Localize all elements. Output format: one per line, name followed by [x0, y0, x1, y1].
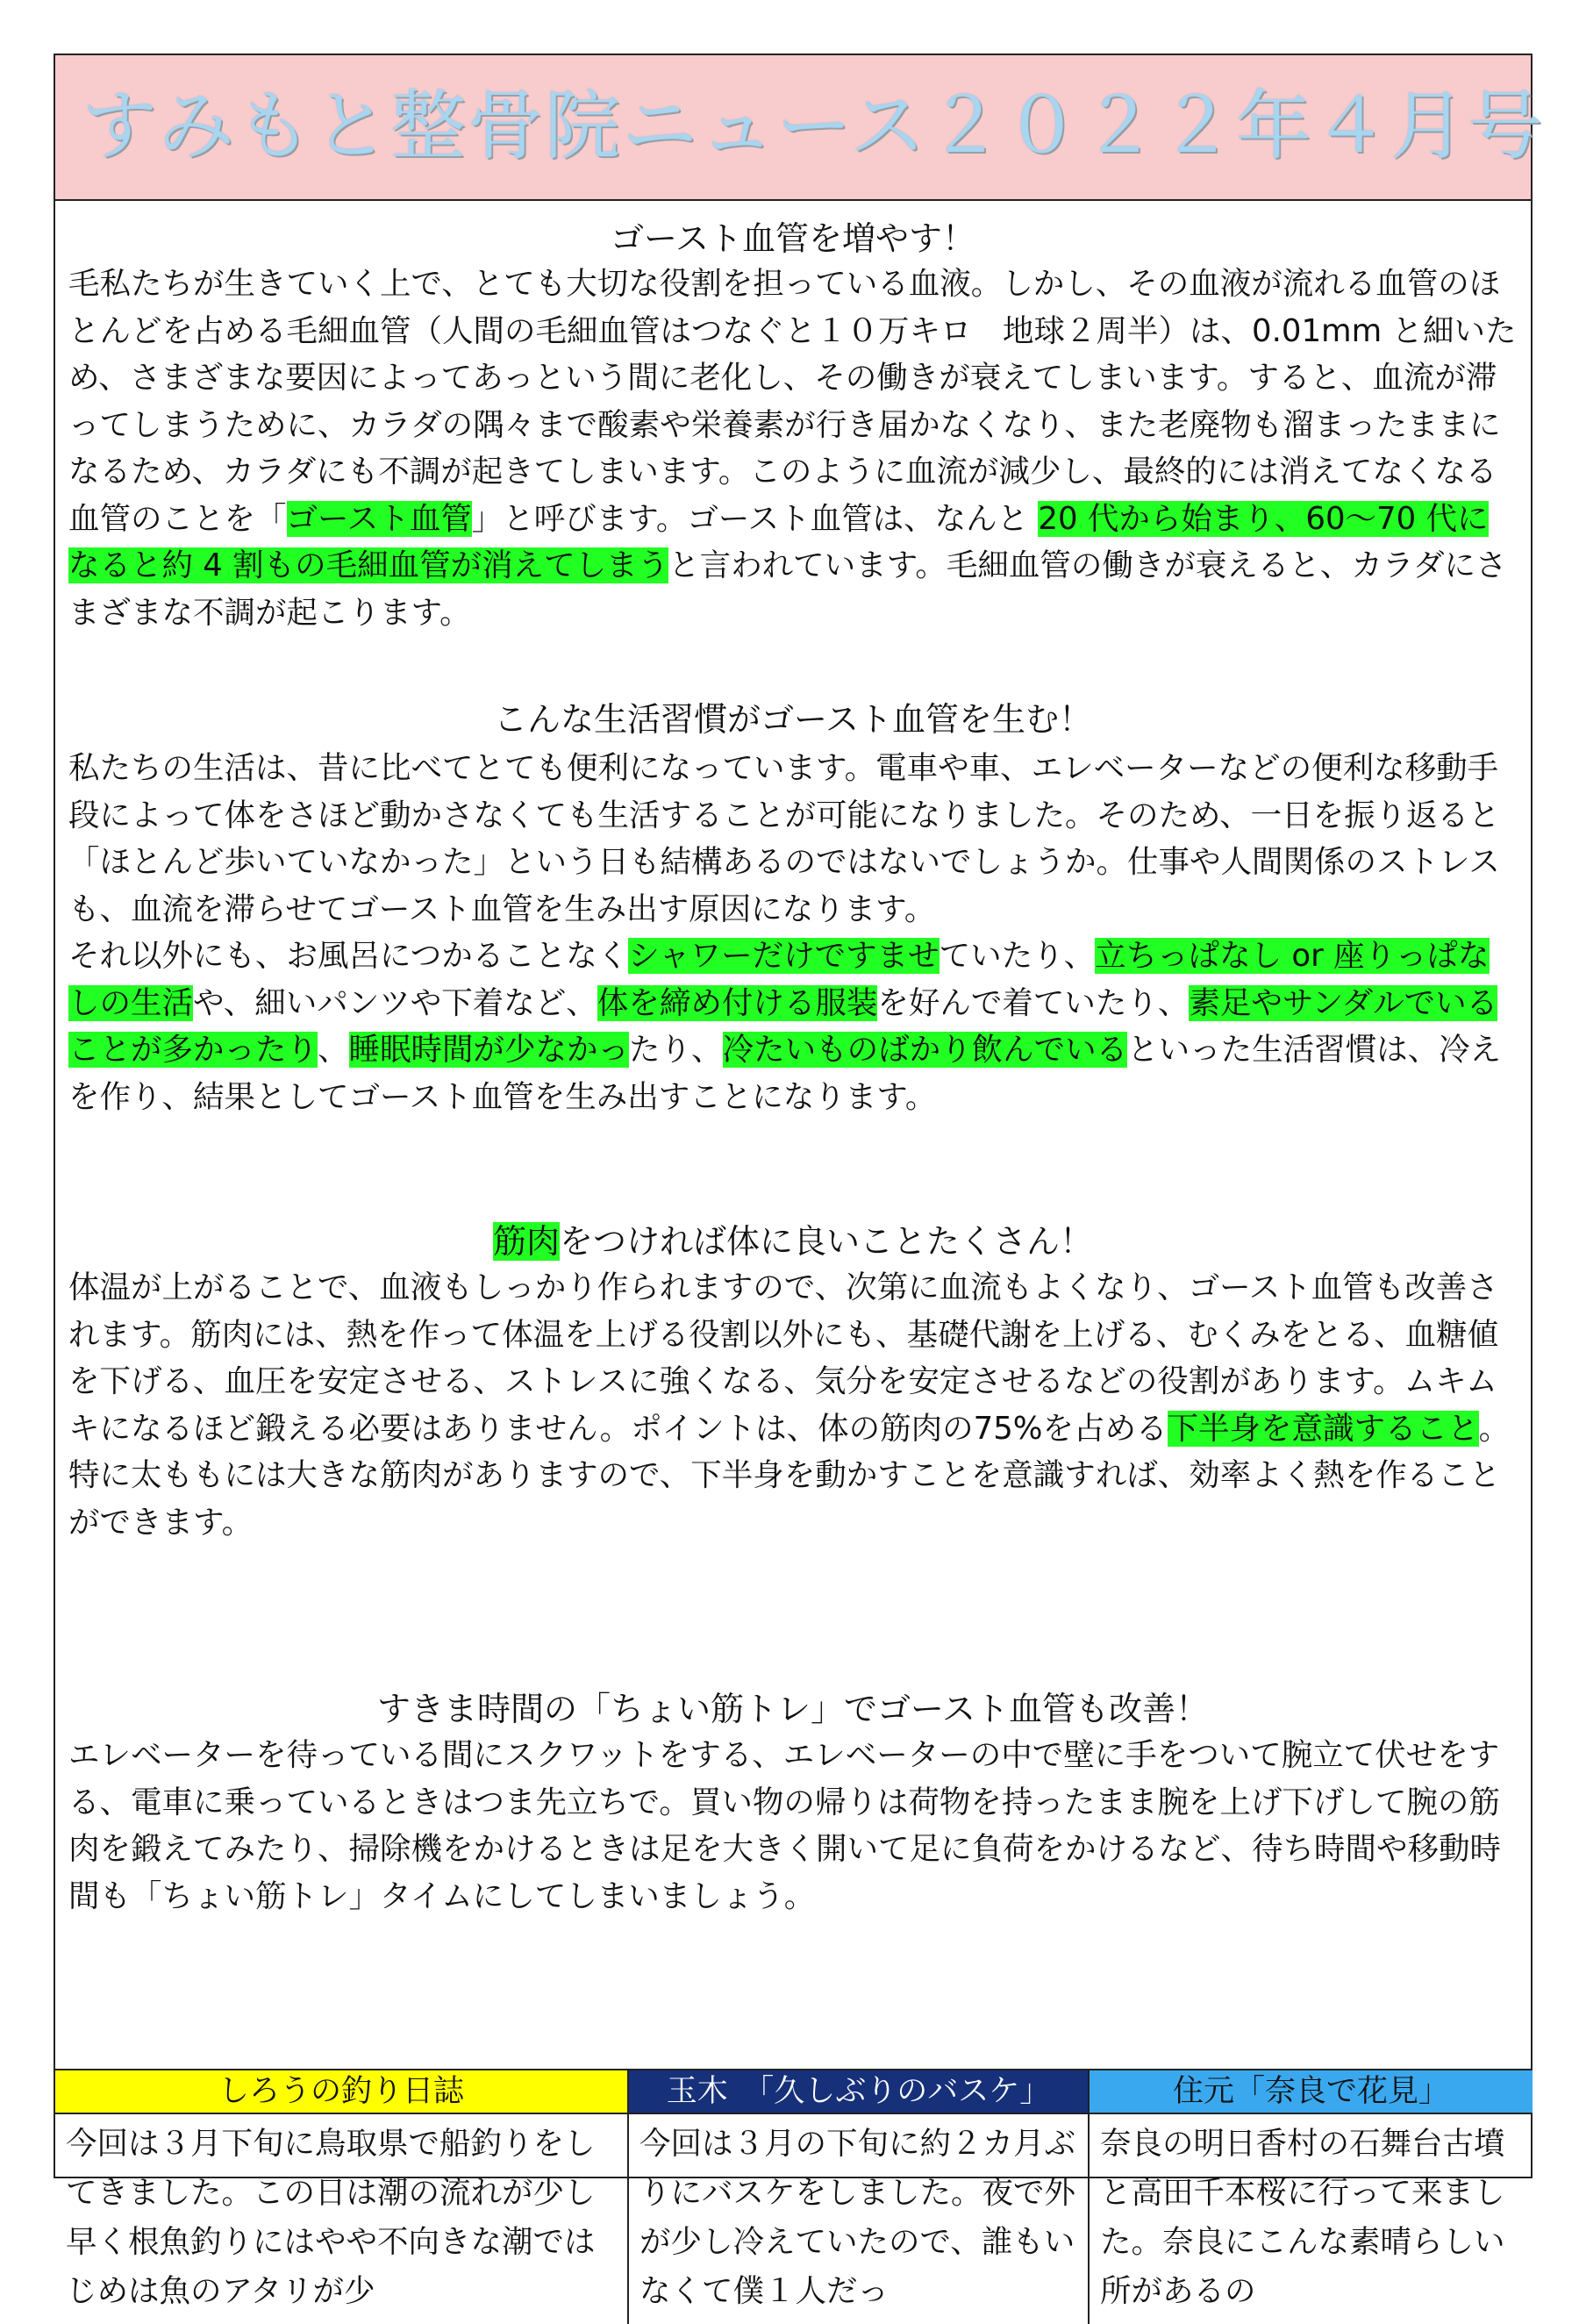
paragraph-muscle: [68, 1264, 1518, 1546]
section-heading-lifestyle: [55, 697, 1531, 741]
text-run: エレベーターを待っている間にスクワットをする、エレベーターの中で壁に手をついて腕立て伏せをする、電車に乗っているときはつま先立ちで。買い物の帰りは荷物を持ったまま腕を上げ下げして腕の筋肉を鍛えてみたり、掃除機をかけるときは足を大きく開いて足に負荷をかけるなど、待ち時間や移動時間も「ちょい筋トレ」タイムにしてしまいましょう。: [68, 1737, 1502, 1914]
heading-text: ゴースト血管を増やす！: [610, 219, 976, 258]
text-run: 毛私たちが生きていく上で、とても大切な役割を担っている血液。しかし、その血液が流れる血管のほとんどを占める毛細血管（人間の毛細血管はつなぐと１０万キロ 地球２周半）は、0.01mm と細いため、さまざまな要因によってあっという間に老化し、その働きが衰えてしまいます。すると、血流が滞ってしまうために、カラダの隅々まで酸素や栄養素が行き届かなくなり、また老廃物も溜まったままになるため、カラダにも不調が起きてしまいます。このように血流が減少し、最終的には消えてなくなる血管のことを「: [68, 266, 1517, 537]
column-title: 住元「奈良で花見」: [1090, 2069, 1533, 2114]
newsletter-frame: [54, 54, 1545, 2309]
highlighted-text: 立ちっぱなし or 座りっぱなしの生活: [68, 938, 1490, 1021]
highlighted-text: 体を締め付ける服装: [597, 984, 878, 1021]
text-run: と言われています。毛細血管の働きが衰えると、カラダにさまざまな不調が起こります。: [68, 547, 1507, 631]
text-run: 。特に太ももには大きな筋肉がありますので、下半身を動かすことを意識すれば、効率よく熱を作ることができます。: [68, 1410, 1511, 1541]
highlighted-text: ゴースト血管: [286, 500, 472, 537]
column-title: 玉木 「久しぶりのバスケ」: [629, 2069, 1088, 2114]
column-basketball: [629, 2069, 1090, 2324]
text-run: や、細いパンツや下着など、: [193, 984, 597, 1021]
heading-text: こんな生活習慣がゴースト血管を生む！: [493, 700, 1093, 739]
text-run: をつければ体に良いことたくさん！: [560, 1222, 1094, 1261]
column-text: 奈良の明日香村の石舞台古墳と高田千本桜に行って来ました。奈良にこんな素晴らしい所があるの: [1100, 2126, 1505, 2309]
column-text: 今回は３月下旬に鳥取県で船釣りをしてきました。この日は潮の流れが少し早く根魚釣りにはやや不向きな潮ではじめは魚のアタリが少: [66, 2126, 596, 2309]
highlighted-text: 20 代から始まり、60～70 代になると約 4 割もの毛細血管が消えてしまう: [68, 500, 1489, 583]
text-run: 私たちの生活は、昔に比べてとても便利になっています。電車や車、エレベーターなどの便利な移動手段によって体をさほど動かさなくても生活することが可能になりました。そのため、一日を振り返ると「ほとんど歩いていなかった」という日も結構あるのではないでしょうか。仕事や人間関係のストレスも、血流を滞らせてゴースト血管を生み出す原因になります。: [68, 750, 1500, 927]
paragraph-ghost-vessels: [68, 261, 1518, 636]
highlighted-text: シャワーだけですませ: [628, 938, 940, 974]
section-heading-ghost-vessels: [55, 217, 1531, 261]
text-run: を好んで着ていたり、: [877, 984, 1190, 1021]
heading-text: すきま時間の「ちょい筋トレ」でゴースト血管も改善！: [376, 1690, 1210, 1728]
staff-columns: [55, 2069, 1531, 2324]
text-run: 、: [318, 1032, 349, 1068]
paragraph-mini-workout: [68, 1732, 1518, 1920]
highlighted-text: 下半身を意識すること: [1167, 1410, 1479, 1447]
highlighted-text: 冷たいものばかり飲んでいる: [722, 1032, 1128, 1068]
newsletter-title: すみもと整骨院ニュース２０２２年４月号: [82, 82, 1545, 170]
text-run: 」と呼びます。ゴースト血管は、なんと: [471, 500, 1039, 537]
text-run: それ以外にも、お風呂につかることなく: [68, 938, 629, 974]
text-run: 体温が上がることで、血液もしっかり作られますので、次第に血流もよくなり、ゴースト血管も改善されます。筋肉には、熱を作って体温を上げる役割以外にも、基礎代謝を上げる、むくみをとる、血糖値を下げる、血圧を安定させる、ストレスに強くなる、気分を安定させるなどの役割があります。ムキムキになるほど鍛える必要はありません。ポイントは、体の筋肉の75%を占める: [68, 1269, 1499, 1447]
column-text: 今回は３月の下旬に約２カ月ぶりにバスケをしました。夜で外が少し冷えていたので、誰もいなくて僕１人だっ: [639, 2126, 1076, 2309]
text-run: たり、: [629, 1032, 723, 1068]
highlighted-text: 睡眠時間が少なかっ: [348, 1032, 630, 1068]
column-title: しろうの釣り日誌: [55, 2069, 627, 2114]
column-nara-hanami: [1090, 2069, 1533, 2324]
text-run: ていたり、: [939, 938, 1096, 974]
title-banner: [55, 55, 1545, 201]
highlighted-text: 筋肉: [492, 1222, 560, 1261]
section-heading-mini-workout: [55, 1687, 1531, 1731]
highlighted-text: 素足やサンダルでいることが多かったり: [68, 984, 1498, 1068]
text-run: といった生活習慣は、冷えを作り、結果としてゴースト血管を生み出すことになります。: [68, 1032, 1502, 1115]
column-fishing-diary: [55, 2069, 629, 2324]
paragraph-lifestyle: [68, 745, 1518, 1120]
section-heading-muscle: [55, 1219, 1531, 1263]
